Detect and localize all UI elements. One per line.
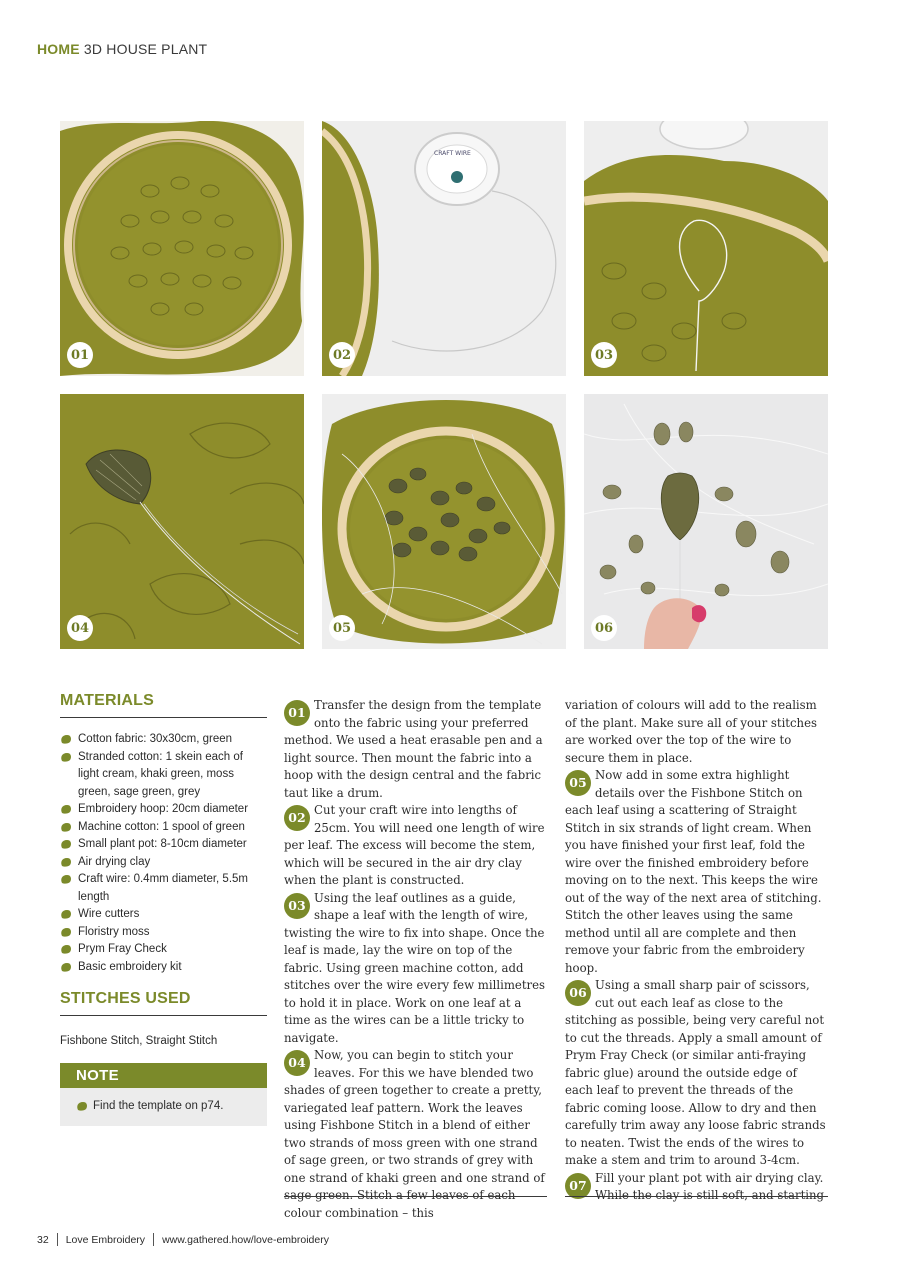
photo-wire-leaf (584, 121, 828, 376)
step-photo-03 (584, 121, 828, 376)
materials-item: Cotton fabric: 30x30cm, green (60, 731, 267, 749)
materials-item: Machine cotton: 1 spool of green (60, 819, 267, 837)
step-badge: 01 (67, 342, 93, 368)
magazine-name: Love Embroidery (65, 1233, 146, 1246)
column-divider (284, 1196, 547, 1197)
instructions-column-1 (284, 697, 547, 1222)
step-photo-06 (584, 394, 828, 649)
materials-item: Floristry moss (60, 924, 267, 942)
leaf-bullet-icon (60, 857, 72, 868)
stitches-heading: STITCHES USED (60, 990, 191, 1007)
step-number: 04 (284, 1050, 310, 1076)
photo-cut-leaves (584, 394, 828, 649)
step-badge: 03 (591, 342, 617, 368)
leaf-bullet-icon (60, 874, 72, 885)
materials-item: Embroidery hoop: 20cm diameter (60, 801, 267, 819)
step-badge: 02 (329, 342, 355, 368)
leaf-bullet-icon (60, 944, 72, 955)
step-paragraph: 04 Now, you can begin to stitch your leaves. For this we have blended two shades of green together to create a pretty, variegated leaf pattern. Work the leaves using Fishbone Stitch in a blend of either two strands of moss green with one strand of sage green, or two strands of grey with one strand of khaki green and one strand of sage green. Stitch a few leaves of each colour combination – this (284, 1048, 545, 1220)
leaf-bullet-icon (60, 752, 72, 763)
step-photo-02 (322, 121, 566, 376)
materials-item: Wire cutters (60, 906, 267, 924)
website-link[interactable]: www.gathered.how/love-embroidery (162, 1233, 329, 1246)
stitches-text: Fishbone Stitch, Straight Stitch (60, 1035, 218, 1047)
page-number: 32 (37, 1233, 49, 1246)
step-number: 01 (284, 700, 310, 726)
step-paragraph: 05 Now add in some extra highlight details over the Fishbone Stitch on each leaf using a scattering of Straight Stitch in six strands of light cream. When you have finished your first leaf, fold the wire over the finished embroidery before moving on to the next. This keeps the wire out of the way of the next area of stitching. Stitch the other leaves using the same method until all are complete and then remove your fabric from the embroidery hoop. (565, 768, 822, 975)
photo-craft-wire (322, 121, 566, 376)
continuation-paragraph: variation of colours will add to the realism of the plant. Make sure all of your stitches are worked over the top of the wire to secure them in place. (565, 698, 817, 765)
step-number: 07 (565, 1173, 591, 1199)
leaf-bullet-icon (60, 804, 72, 815)
note-box (60, 1063, 267, 1126)
page-footer (37, 1233, 329, 1246)
materials-item: Basic embroidery kit (60, 959, 267, 977)
step-paragraph: 02 Cut your craft wire into lengths of 25cm. You will need one length of wire per leaf. The excess will become the stem, which will be secured in the air dry clay when the plant is constructed. (284, 803, 545, 887)
note-heading: NOTE (60, 1063, 267, 1088)
step-badge: 04 (67, 615, 93, 641)
photo-fishbone-leaf (60, 394, 304, 649)
step-paragraph: 07 Fill your plant pot with air drying clay. While the clay is still soft, and starting (565, 1170, 828, 1205)
materials-item: Craft wire: 0.4mm diameter, 5.5m length (60, 871, 267, 906)
step-photo-05 (322, 394, 566, 649)
step-number: 02 (284, 805, 310, 831)
materials-item: Stranded cotton: 1 skein each of light cream, khaki green, moss green, sage green, grey (60, 749, 267, 802)
instructions-column-2 (565, 697, 828, 1205)
leaf-bullet-icon (60, 962, 72, 973)
step-paragraph: 01 Transfer the design from the template onto the fabric using your preferred method. We used a heat erasable pen and a light source. Then mount the fabric into a hoop with the design central and the fabric taut like a drum. (284, 698, 543, 800)
leaf-bullet-icon (60, 839, 72, 850)
divider (60, 717, 267, 718)
step-photo-01 (60, 121, 304, 376)
divider (60, 1015, 267, 1016)
step-number: 03 (284, 893, 310, 919)
step-paragraph: 06 Using a small sharp pair of scissors, cut out each leaf as close to the stitching as possible, being very careful not to cut the threads. Apply a small amount of Prym Fray Check (or similar anti-fraying fabric glue) around the outside edge of each leaf to prevent the threads of the fabric coming loose. Allow to dry and then carefully trim away any loose fabric strands to neaten. Twist the ends of the wires to make a stem and trim to around 3-4cm. (565, 978, 826, 1167)
note-text: Find the template on p74. (93, 1100, 224, 1112)
step-number: 05 (565, 770, 591, 796)
materials-item: Small plant pot: 8-10cm diameter (60, 836, 267, 854)
materials-list (60, 731, 267, 976)
photo-hoop-leaf-outlines (60, 121, 304, 376)
sidebar (60, 692, 267, 1126)
materials-heading: MATERIALS (60, 692, 154, 709)
article-title: 3D HOUSE PLANT (83, 41, 208, 57)
note-body (60, 1088, 267, 1126)
footer-separator (57, 1233, 58, 1246)
section-label: HOME (37, 41, 80, 57)
step-badge: 05 (329, 615, 355, 641)
materials-item: Air drying clay (60, 854, 267, 872)
footer-separator (153, 1233, 154, 1246)
column-divider (565, 1196, 828, 1197)
leaf-bullet-icon (60, 734, 72, 745)
step-paragraph: 03 Using the leaf outlines as a guide, shape a leaf with the length of wire, twisting the wire to fix into shape. Once the leaf is made, lay the wire on top of the fabric. Using green machine cotton, add stitches over the wire every few millimetres to hold it in place. Work on one leaf at a time as the wires can be a little tricky to navigate. (284, 890, 546, 1045)
photo-stitched-leaves-hoop (322, 394, 566, 649)
step-badge: 06 (591, 615, 617, 641)
materials-item: Prym Fray Check (60, 941, 267, 959)
spool-label: CRAFT WIRE (434, 150, 471, 157)
step-photo-04 (60, 394, 304, 649)
leaf-bullet-icon (60, 822, 72, 833)
leaf-bullet-icon (60, 927, 72, 938)
page-header (37, 41, 207, 57)
leaf-bullet-icon (76, 1101, 88, 1112)
step-number: 06 (565, 980, 591, 1006)
leaf-bullet-icon (60, 909, 72, 920)
